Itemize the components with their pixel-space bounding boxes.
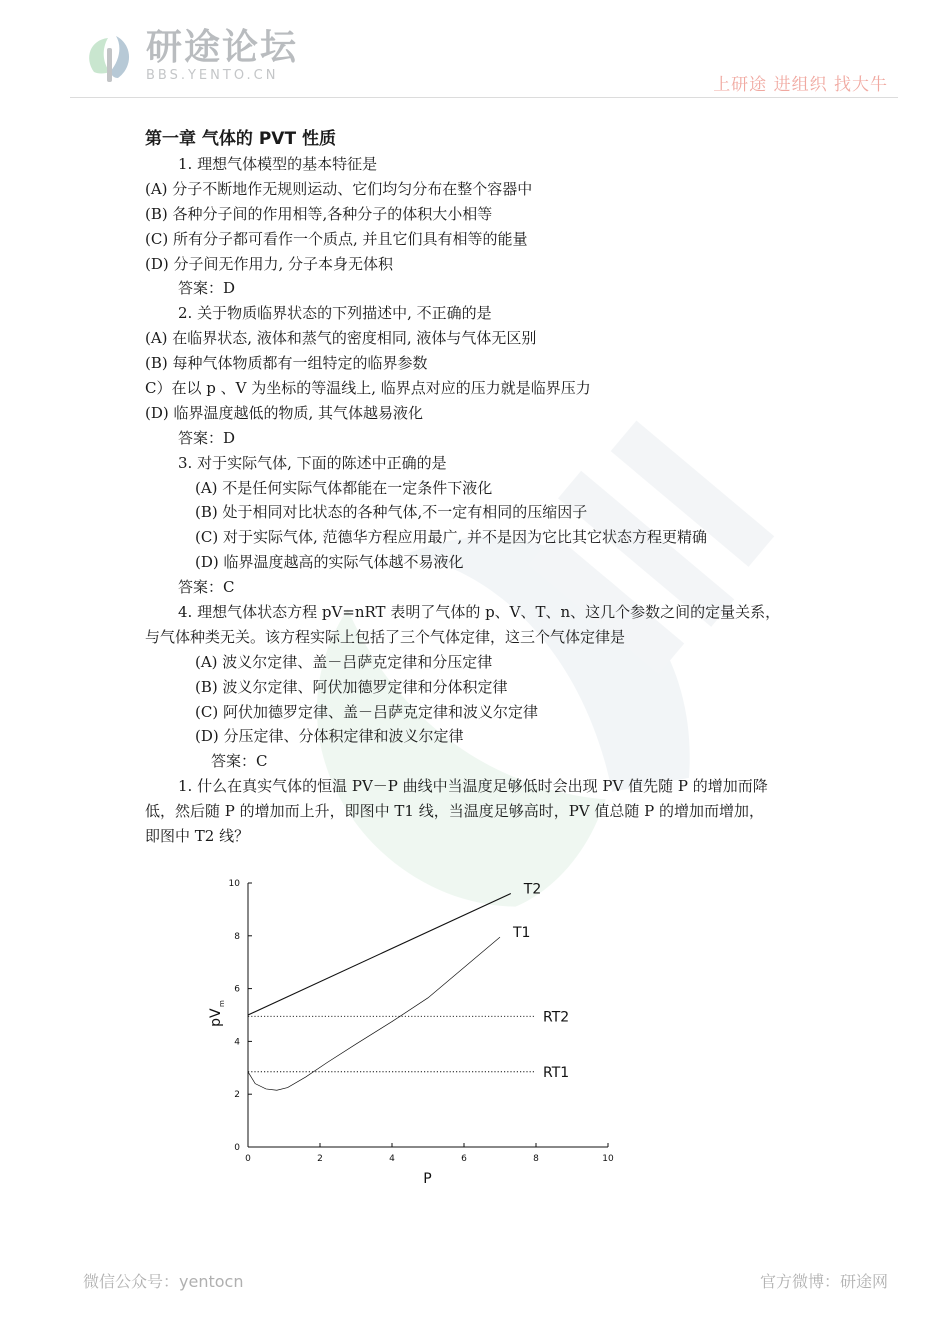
logo-url-text: BBS.YENTO.CN (146, 68, 279, 83)
text-line: (A) 分子不断地作无规则运动、它们均匀分布在整个容器中 (145, 179, 533, 198)
y-tick-label: 4 (234, 1037, 240, 1048)
text-line: (A) 波义尔定律、盖－吕萨克定律和分压定律 (195, 652, 493, 671)
text-line: 答案：C (211, 752, 268, 771)
y-tick-label: 6 (234, 984, 240, 995)
header-slogan: 上研途 进组织 找大牛 (713, 75, 888, 95)
footer-weibo: 官方微博：研途网 (759, 1272, 888, 1291)
text-line: 答案：D (178, 428, 236, 447)
page-header (0, 0, 950, 100)
document-body (145, 126, 810, 849)
x-tick-label: 10 (602, 1154, 614, 1164)
text-line: 答案：D (178, 279, 236, 298)
series-line-t1 (248, 937, 500, 1090)
text-line: 与气体种类无关。该方程实际上包括了三个气体定律，这三个气体定律是 (145, 627, 626, 646)
text-line: 3. 对于实际气体, 下面的陈述中正确的是 (178, 453, 447, 472)
y-tick-label: 2 (234, 1090, 240, 1101)
text-line: (D) 分子间无作用力, 分子本身无体积 (145, 254, 394, 273)
text-line: 4. 理想气体状态方程 pV=nRT 表明了气体的 p、V、T、n、这几个参数之间的定量关系， (178, 603, 781, 622)
pv-p-chart (190, 870, 650, 1200)
series-label-rt2: RT2 (543, 1009, 570, 1026)
text-line: (D) 临界温度越低的物质, 其气体越易液化 (145, 403, 424, 422)
header-divider (70, 97, 898, 98)
text-line: 2. 关于物质临界状态的下列描述中, 不正确的是 (178, 304, 492, 323)
x-tick-label: 4 (389, 1154, 395, 1164)
text-line: (C) 阿伏加德罗定律、盖－吕萨克定律和波义尔定律 (195, 702, 538, 721)
text-line: (D) 临界温度越高的实际气体越不易液化 (195, 553, 464, 572)
y-axis-label-subscript: m (218, 1000, 226, 1008)
text-line: (A) 在临界状态, 液体和蒸气的密度相同, 液体与气体无区别 (145, 329, 537, 348)
text-line: 1. 什么在真实气体的恒温 PV－P 曲线中当温度足够低时会出现 PV 值先随 P 的增加而降 (178, 777, 768, 796)
logo-name: 研途论坛 (146, 27, 299, 68)
footer-wechat: 微信公众号：yentocn (83, 1272, 244, 1291)
text-line: (B) 处于相同对比状态的各种气体,不一定有相同的压缩因子 (195, 503, 588, 522)
text-line: 即图中 T2 线？ (145, 827, 250, 846)
text-line: 答案：C (178, 578, 235, 597)
text-line: (A) 不是任何实际气体都能在一定条件下液化 (195, 478, 493, 497)
text-line: (B) 波义尔定律、阿伏加德罗定律和分体积定律 (195, 677, 508, 696)
y-tick-label: 8 (234, 931, 240, 942)
x-axis-label: P (423, 1171, 432, 1187)
text-line: 低，然后随 P 的增加而上升，即图中 T1 线，当温度足够高时，PV 值总随 P 的增加而增加， (145, 802, 765, 821)
text-line: (B) 各种分子间的作用相等,各种分子的体积大小相等 (145, 204, 493, 223)
text-line: 1. 理想气体模型的基本特征是 (178, 155, 378, 173)
series-label-t1: T1 (513, 925, 531, 942)
question-list (145, 152, 810, 849)
series-label-rt1: RT1 (543, 1064, 570, 1081)
leaf-logo-icon (80, 28, 140, 88)
y-axis-label: pV (208, 1008, 224, 1027)
text-line: C）在以 p 、V 为坐标的等温线上, 临界点对应的压力就是临界压力 (145, 379, 591, 398)
x-tick-label: 8 (533, 1154, 539, 1164)
x-tick-label: 6 (461, 1154, 467, 1164)
text-line: (B) 每种气体物质都有一组特定的临界参数 (145, 354, 428, 373)
y-tick-label: 0 (234, 1143, 240, 1153)
text-line: (C) 对于实际气体, 范德华方程应用最广, 并不是因为它比其它状态方程更精确 (195, 528, 708, 547)
series-line-t2 (248, 894, 511, 1015)
text-line: (C) 所有分子都可看作一个质点, 并且它们具有相等的能量 (145, 229, 528, 248)
y-tick-label: 10 (228, 879, 240, 889)
text-line: (D) 分压定律、分体积定律和波义尔定律 (195, 727, 464, 746)
chapter-title: 第一章 气体的 PVT 性质 (145, 129, 336, 149)
x-tick-label: 2 (317, 1154, 323, 1164)
series-label-t2: T2 (523, 881, 542, 898)
x-tick-label: 0 (245, 1154, 251, 1164)
